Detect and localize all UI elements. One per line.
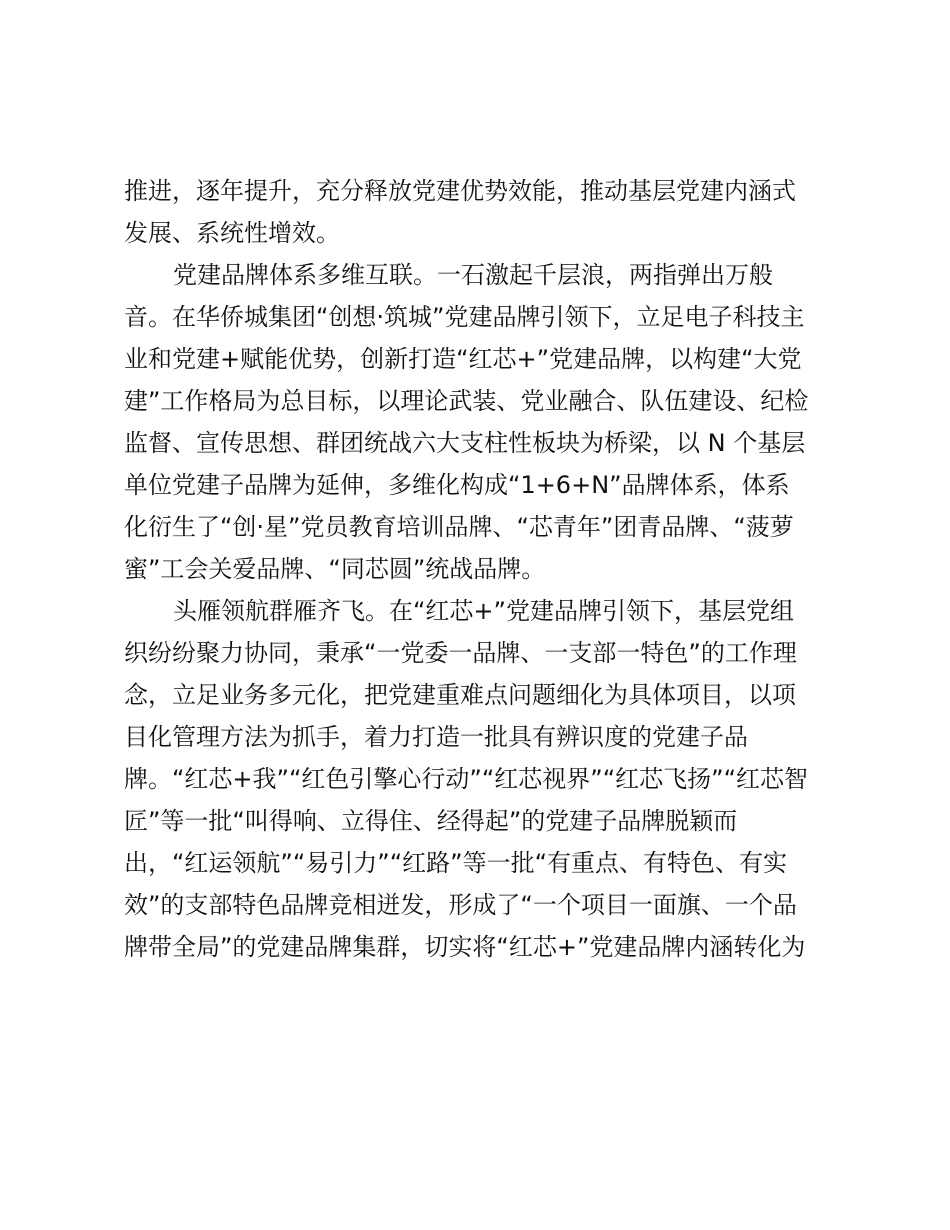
text-line: 念，立足业务多元化，把党建重难点问题细化为具体项目，以项 <box>124 681 796 709</box>
text-line: 发展、系统性增效。 <box>124 219 340 247</box>
text-line: 化衍生了“创·星”党员教育培训品牌、“芯青年”团青品牌、“菠萝 <box>124 513 794 541</box>
text-line: 业和党建+赋能优势，创新打造“红芯+”党建品牌，以构建“大党 <box>124 345 802 373</box>
text-line: 目化管理方法为抓手，着力打造一批具有辨识度的党建子品 <box>124 723 748 751</box>
text-line: 推进，逐年提升，充分释放党建优势效能，推动基层党建内涵式 <box>124 177 796 205</box>
text-line: 牌带全局”的党建品牌集群，切实将“红芯+”党建品牌内涵转化为 <box>124 933 806 961</box>
text-line: 蜜”工会关爱品牌、“同芯圆”统战品牌。 <box>124 555 546 583</box>
text-line: 监督、宣传思想、群团统战六大支柱性板块为桥梁，以 N 个基层 <box>124 429 806 457</box>
text-line: 单位党建子品牌为延伸，多维化构成“1+6+N”品牌体系，体系 <box>124 471 790 499</box>
text-line: 出，“红运领航”“易引力”“红路”等一批“有重点、有特色、有实 <box>124 849 788 877</box>
text-line: 建”工作格局为总目标，以理论武装、党业融合、队伍建设、纪检 <box>124 387 809 415</box>
paragraph-first-line: 党建品牌体系多维互联。一石激起千层浪，两指弹出万般 <box>173 261 773 289</box>
text-line: 效”的支部特色品牌竞相迸发，形成了“一个项目一面旗、一个品 <box>124 891 797 919</box>
text-line: 织纷纷聚力协同，秉承“一党委一品牌、一支部一特色”的工作理 <box>124 639 797 667</box>
text-line: 音。在华侨城集团“创想·筑城”党建品牌引领下，立足电子科技主 <box>124 303 805 331</box>
paragraph-first-line: 头雁领航群雁齐飞。在“红芯+”党建品牌引领下，基层党组 <box>173 597 794 625</box>
text-line: 牌。“红芯+我”“红色引擎心行动”“红芯视界”“红芯飞扬”“红芯智 <box>124 765 809 793</box>
text-line: 匠”等一批“叫得响、立得住、经得起”的党建子品牌脱颖而 <box>124 807 738 835</box>
document-body <box>124 170 834 968</box>
